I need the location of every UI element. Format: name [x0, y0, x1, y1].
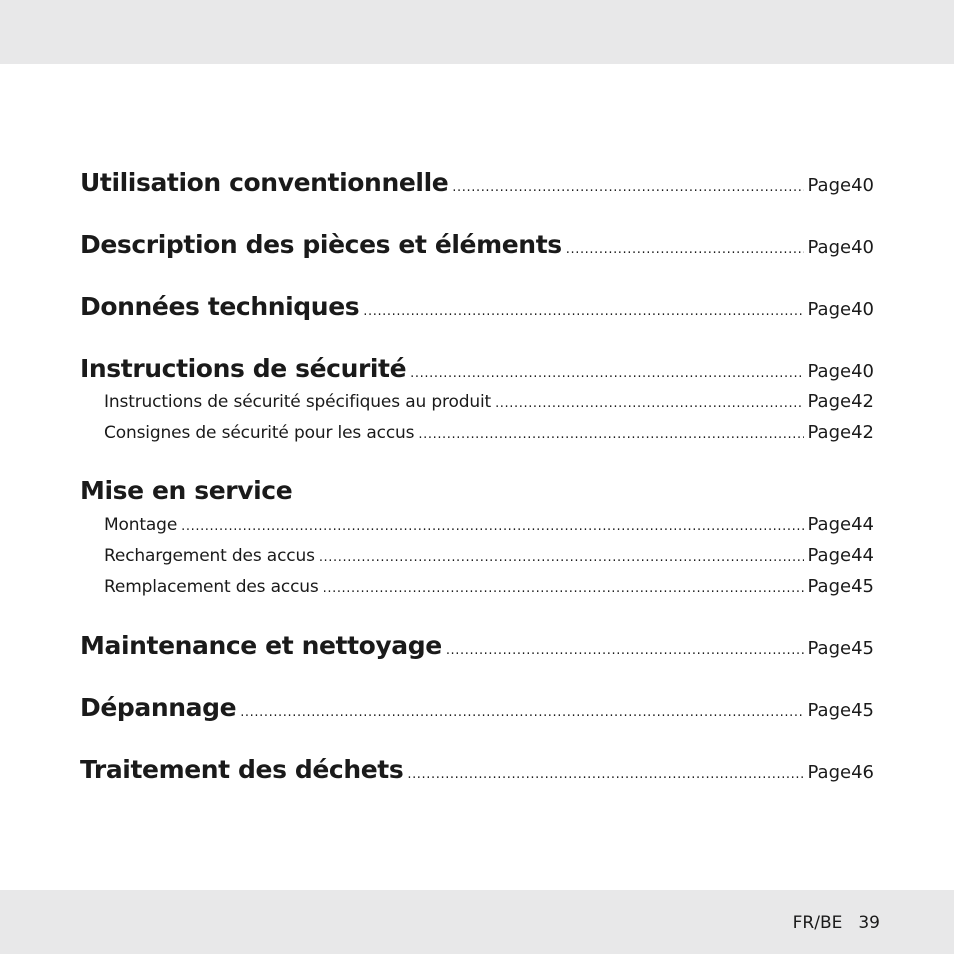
toc-subentry-title: Consignes de sécurité pour les accus [104, 423, 415, 443]
dot-leader [452, 180, 803, 195]
page-number: 40 [851, 361, 874, 382]
page-number: 42 [851, 422, 874, 443]
dot-leader [363, 304, 803, 319]
toc-entry-title: Description des pièces et éléments [80, 230, 562, 259]
toc-subentry-title: Remplacement des accus [104, 577, 319, 597]
toc-entry-instructions-securite[interactable] [80, 354, 874, 383]
page-number: 40 [851, 175, 874, 196]
toc-subentry-title: Montage [104, 515, 178, 535]
toc-subentry-title: Instructions de sécurité spécifiques au produit [104, 392, 492, 412]
footer-page-number: 39 [858, 913, 880, 933]
toc-entry-maintenance[interactable] [80, 631, 874, 660]
toc-subentry-title: Rechargement des accus [104, 546, 315, 566]
toc-entry-mise-en-service[interactable] [80, 476, 874, 505]
language-code: FR/BE [792, 913, 843, 933]
toc-entry-depannage[interactable] [80, 693, 874, 722]
toc-entry-description[interactable] [80, 230, 874, 259]
toc-entry-traitement-dechets[interactable] [80, 755, 874, 784]
page-number: 42 [851, 391, 874, 412]
dot-leader [410, 366, 803, 381]
dot-leader [240, 705, 803, 720]
page-label: Page [807, 762, 852, 783]
dot-leader [319, 550, 804, 565]
toc-subentry-securite-accus[interactable] [104, 422, 874, 443]
toc-entry-title: Mise en service [80, 476, 293, 505]
page-label: Page [807, 299, 852, 320]
header-band [0, 0, 954, 64]
toc-entry-title: Traitement des déchets [80, 755, 404, 784]
page-number: 45 [851, 576, 874, 597]
toc-entry-donnees-techniques[interactable] [80, 292, 874, 321]
page-number: 40 [851, 299, 874, 320]
toc-entry-title: Données techniques [80, 292, 360, 321]
toc-subentry-montage[interactable] [104, 514, 874, 535]
page-number: 44 [851, 545, 874, 566]
toc-subentry-rechargement[interactable] [104, 545, 874, 566]
dot-leader [407, 767, 803, 782]
page-footer [793, 913, 880, 933]
page-number: 44 [851, 514, 874, 535]
toc-entry-title: Maintenance et nettoyage [80, 631, 442, 660]
dot-leader [446, 643, 804, 658]
toc-subentry-securite-produit[interactable] [104, 391, 874, 412]
toc-entry-title: Dépannage [80, 693, 237, 722]
toc-entry-title: Instructions de sécurité [80, 354, 407, 383]
page-number: 45 [851, 638, 874, 659]
toc-entry-utilisation[interactable] [80, 168, 874, 197]
page-label: Page [807, 361, 852, 382]
toc-entry-title: Utilisation conventionnelle [80, 168, 449, 197]
page-number: 45 [851, 700, 874, 721]
page-label: Page [807, 638, 852, 659]
page-label: Page [807, 545, 852, 566]
page-label: Page [807, 237, 852, 258]
dot-leader [181, 519, 803, 534]
toc-subentry-remplacement[interactable] [104, 576, 874, 597]
dot-leader [323, 581, 804, 596]
page-label: Page [807, 175, 852, 196]
page-label: Page [807, 422, 852, 443]
dot-leader [418, 427, 803, 442]
dot-leader [566, 242, 804, 257]
page-label: Page [807, 700, 852, 721]
page-label: Page [807, 514, 852, 535]
page-label: Page [807, 391, 852, 412]
page-label: Page [807, 576, 852, 597]
dot-leader [495, 396, 803, 411]
page-number: 40 [851, 237, 874, 258]
page-number: 46 [851, 762, 874, 783]
